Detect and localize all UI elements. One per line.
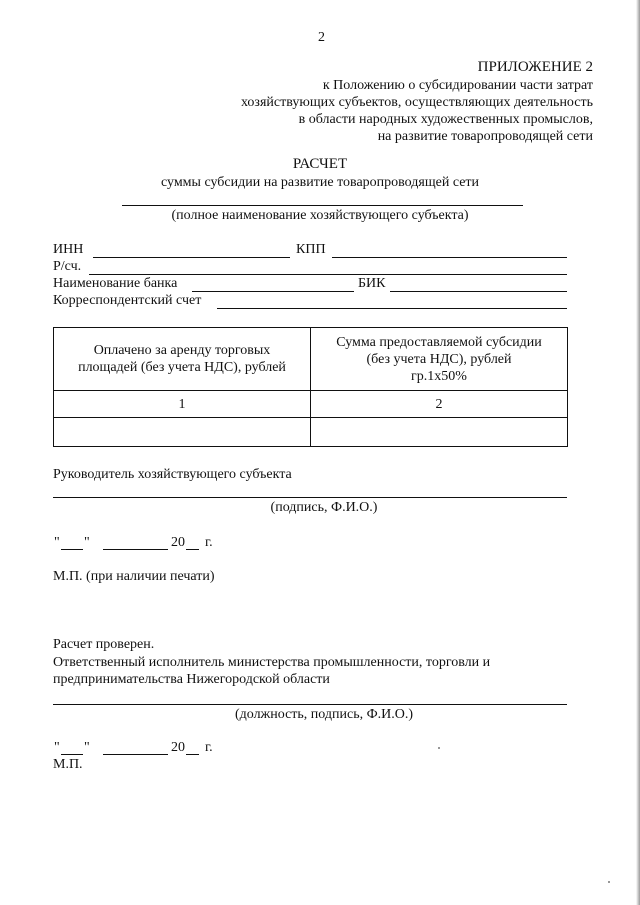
check-date-suffix: г. (205, 740, 213, 755)
bik-field-line[interactable] (390, 291, 567, 292)
head-date-month-line[interactable] (103, 549, 168, 550)
appendix-line-1: к Положению о субсидировании части затрат (322, 78, 593, 93)
table-header-row (54, 328, 568, 391)
official-line-1: Ответственный исполнитель министерства промышленности, торговли и (53, 655, 491, 670)
check-date-open-quote: " (54, 740, 60, 755)
kpp-field-line[interactable] (332, 257, 567, 258)
check-date-month-line[interactable] (103, 754, 168, 755)
corr-account-field-line[interactable] (217, 308, 567, 309)
head-date-close-quote: " (84, 535, 90, 550)
account-label: Р/сч. (53, 259, 82, 274)
appendix-line-4: на развитие товаропроводящей сети (377, 129, 593, 144)
head-signature-caption: (подпись, Ф.И.О.) (270, 500, 378, 515)
table-column-numbers-row (54, 391, 568, 418)
corr-account-label: Корреспондентский счет (53, 293, 202, 308)
kpp-label: КПП (296, 242, 326, 257)
table-header-subsidy-amount: Сумма предоставляемой субсидии (без учета НДС), рублей гр.1х50% (311, 328, 568, 391)
official-signature-caption: (должность, подпись, Ф.И.О.) (234, 707, 414, 722)
inn-field-line[interactable] (93, 257, 290, 258)
head-signature-line[interactable] (53, 497, 567, 498)
subsidy-amount-cell[interactable] (311, 418, 568, 447)
subsidy-table (53, 327, 568, 447)
appendix-line-3: в области народных художественных промыслов, (298, 112, 593, 127)
document-subtitle: суммы субсидии на развитие товаропроводящей сети (160, 175, 480, 190)
bik-label: БИК (358, 276, 386, 291)
check-label: Расчет проверен. (53, 637, 155, 652)
appendix-title: ПРИЛОЖЕНИЕ 2 (477, 59, 593, 75)
check-date-year-line[interactable] (186, 754, 199, 755)
scan-speck (608, 881, 610, 883)
official-signature-line[interactable] (53, 704, 567, 705)
scan-edge (636, 0, 640, 905)
table-row (54, 418, 568, 447)
head-date-day-line[interactable] (61, 549, 83, 550)
head-date-suffix: г. (205, 535, 213, 550)
paid-rent-cell[interactable] (54, 418, 311, 447)
head-stamp-label: М.П. (при наличии печати) (53, 569, 215, 584)
check-date-day-line[interactable] (61, 754, 83, 755)
document-title: РАСЧЕТ (292, 156, 348, 172)
column-number-1: 1 (54, 391, 311, 418)
head-signature-label: Руководитель хозяйствующего субъекта (53, 467, 292, 482)
account-field-line[interactable] (89, 274, 567, 275)
inn-label: ИНН (53, 242, 84, 257)
table-header-paid-rent: Оплачено за аренду торговых площадей (без учета НДС), рублей (54, 328, 311, 391)
appendix-line-2: хозяйствующих субъектов, осуществляющих деятельность (240, 95, 593, 110)
scan-speck (438, 747, 440, 749)
check-date-year: 20 (171, 740, 185, 755)
entity-name-line (122, 205, 523, 206)
bank-name-field-line[interactable] (192, 291, 354, 292)
entity-name-caption: (полное наименование хозяйствующего субъекта) (171, 208, 469, 223)
head-date-open-quote: " (54, 535, 60, 550)
page-number: 2 (318, 30, 325, 45)
official-line-2: предпринимательства Нижегородской области (53, 672, 330, 687)
check-stamp-label: М.П. (53, 757, 83, 772)
check-date-close-quote: " (84, 740, 90, 755)
head-date-year: 20 (171, 535, 185, 550)
head-date-year-line[interactable] (186, 549, 199, 550)
bank-name-label: Наименование банка (53, 276, 178, 291)
column-number-2: 2 (311, 391, 568, 418)
